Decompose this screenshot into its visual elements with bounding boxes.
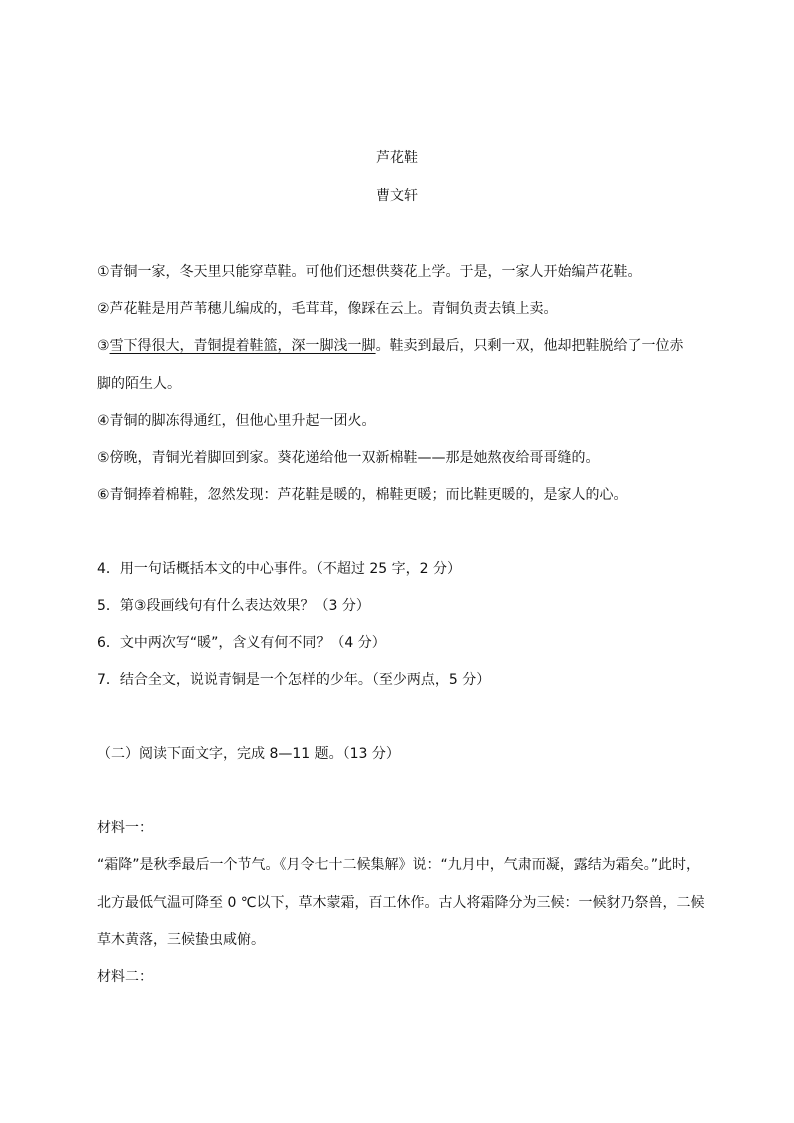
story-author: 曹文轩 [376,188,418,204]
paragraph-3-continued: 脚的陌生人。 [97,376,181,392]
paragraph-3 [97,336,684,356]
paragraph-4: ④青铜的脚冻得通红，但他心里升起一团火。 [97,413,376,429]
material-1-line-3: 草木黄落，三候蛰虫咸俯。 [97,932,265,948]
material-1-label: 材料一： [97,820,153,836]
question-4: 4．用一句话概括本文的中心事件。（不超过 25 字，2 分） [97,561,461,577]
material-2-label: 材料二： [97,969,153,985]
story-title: 芦花鞋 [376,150,418,166]
paragraph-5: ⑤傍晚，青铜光着脚回到家。葵花递给他一双新棉鞋——那是她熬夜给哥哥缝的。 [97,450,600,466]
material-1-line-1: “霜降”是秋季最后一个节气。《月令七十二候集解》说：“九月中，气肃而凝，露结为霜矣。”此时， [97,857,701,873]
material-1-line-2: 北方最低气温可降至 0 ℃以下，草木蒙霜，百工休作。古人将霜降分为三候：一候豺乃祭兽，二候 [97,895,705,911]
question-7: 7．结合全文，说说青铜是一个怎样的少年。（至少两点，5 分） [97,672,491,688]
section-2-heading: （二）阅读下面文字，完成 8—11 题。（13 分） [97,746,400,762]
paragraph-2: ②芦花鞋是用芦苇穗儿编成的，毛茸茸，像踩在云上。青铜负责去镇上卖。 [97,301,558,317]
paragraph-3-rest: 。鞋卖到最后，只剩一双，他却把鞋脱给了一位赤 [375,338,684,354]
underlined-sentence: 雪下得很大，青铜提着鞋篮，深一脚浅一脚 [109,338,376,354]
question-5: 5．第③段画线句有什么表达效果？（3 分） [97,598,370,614]
paragraph-3-number: ③ [97,338,110,354]
question-6: 6．文中两次写“暖”，含义有何不同？（4 分） [97,635,386,651]
paragraph-1: ①青铜一家，冬天里只能穿草鞋。可他们还想供葵花上学。于是，一家人开始编芦花鞋。 [97,264,642,280]
paragraph-6: ⑥青铜捧着棉鞋，忽然发现：芦花鞋是暖的，棉鞋更暖；而比鞋更暖的，是家人的心。 [97,487,628,503]
